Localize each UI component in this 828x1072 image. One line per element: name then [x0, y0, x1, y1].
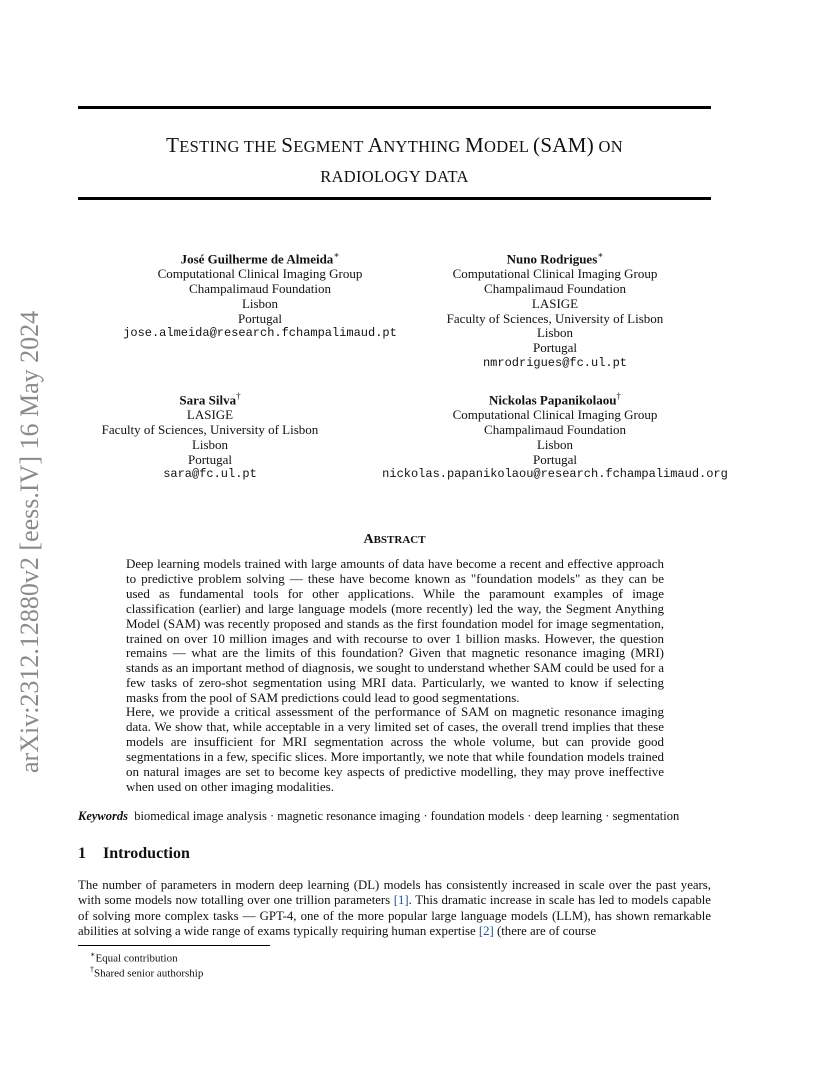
author-block-papanikolaou: [330, 389, 780, 482]
abstract-paragraph: Deep learning models trained with large amounts of data have become a recent and effective approach to predictive problem solving — these have become known as "foundation models" as they can be used as fundamental tools for other applications. While the paramount examples of image classification (earlier) and large language models (more recently) led the way, the Segment Anything Model (SAM) was recently proposed and stands as the first foundation model for image segmentation, trained on over 10 million images and with recourse to over 1 billion masks. However, the question remains — what are the limits of this foundation? Given that magnetic resonance imaging (MRI) stands as an important method of diagnosis, we sought to understand whether SAM could be used for a few tasks of zero-shot segmentation using MRI data. Particularly, we wanted to know if selecting masks from the pool of SAM predictions could lead to good segmentations.: [126, 556, 664, 706]
abstract-heading: ABSTRACT: [363, 532, 426, 547]
citation-link[interactable]: [2]: [478, 924, 494, 939]
author-name: Nuno Rodrigues∗: [506, 250, 604, 267]
footnote-rule: [78, 945, 270, 946]
section-number: 1: [78, 845, 86, 862]
footnote: ∗Equal contribution: [90, 950, 178, 965]
footnote: †Shared senior authorship: [90, 965, 204, 980]
affiliation-line: LASIGE: [531, 295, 579, 311]
affiliation-line: Faculty of Sciences, University of Lisbon: [446, 310, 664, 326]
title-bottom-rule: [78, 197, 711, 200]
intro-paragraph: The number of parameters in modern deep learning (DL) models has consistently increased in scale over the past years, with some models now totalling over one trillion parameters [1]. This dramatic increase in scale has led to models capable of solving more complex tasks — GPT-4, one of the more popular large language models (LLM), has shown remarkable abilities at solving a wide range of exams typically requiring human expertise [2] (there are of course: [78, 878, 711, 939]
paper-title: [78, 131, 711, 191]
affiliation-line: Computational Clinical Imaging Group: [452, 407, 658, 423]
affiliation-line: Portugal: [237, 310, 283, 326]
author-email[interactable]: nmrodrigues@fc.ul.pt: [482, 355, 628, 370]
author-block-rodrigues: [405, 248, 705, 371]
affiliation-line: Champalimaud Foundation: [189, 280, 331, 296]
title-line-1: TESTING THE SEGMENT ANYTHING MODEL (SAM) ON: [166, 133, 623, 157]
affiliation-line: Computational Clinical Imaging Group: [452, 266, 658, 282]
abstract-paragraph: Here, we provide a critical assessment of the performance of SAM on magnetic resonance imaging data. We show that, while acceptable in a very limited set of cases, the overall trend implies that these models are insufficient for MRI segmentation across the whole volume, but can provide good segmentations in a few, specific slices. More importantly, we note that while foundation models trained on natural images are set to become key aspects of predictive modelling, they may prove ineffective when used on other imaging modalities.: [126, 704, 664, 794]
affiliation-line: Champalimaud Foundation: [484, 280, 626, 296]
title-line-2: RADIOLOGY DATA: [320, 167, 469, 186]
citation-link[interactable]: [1]: [393, 893, 409, 908]
affiliation-line: Lisbon: [536, 436, 574, 452]
author-block-almeida: [110, 248, 410, 341]
author-name: Sara Silva†: [179, 391, 241, 408]
keywords-text: biomedical image analysis · magnetic resonance imaging · foundation models · deep learning · segmentation: [134, 809, 680, 823]
keywords-line: [78, 809, 718, 824]
author-name: José Guilherme de Almeida∗: [180, 250, 340, 267]
affiliation-line: Lisbon: [191, 436, 229, 452]
section-title: Introduction: [103, 845, 190, 862]
author-name: Nickolas Papanikolaou†: [488, 391, 621, 408]
author-email[interactable]: nickolas.papanikolaou@research.fchampalimaud.org: [382, 467, 728, 482]
affiliation-line: Champalimaud Foundation: [484, 421, 626, 437]
affiliation-line: Portugal: [532, 340, 578, 356]
author-email[interactable]: sara@fc.ul.pt: [163, 467, 257, 482]
affiliation-line: Faculty of Sciences, University of Lisbon: [101, 421, 319, 437]
affiliation-line: Portugal: [532, 451, 578, 467]
arxiv-identifier-stamp: arXiv:2312.12880v2 [eess.IV] 16 May 2024: [15, 310, 44, 773]
affiliation-line: LASIGE: [186, 407, 234, 423]
keywords-label: Keywords: [78, 809, 128, 823]
affiliation-line: Computational Clinical Imaging Group: [157, 266, 363, 282]
title-top-rule: [78, 106, 711, 109]
author-block-silva: [60, 389, 360, 482]
affiliation-line: Lisbon: [536, 325, 574, 341]
affiliation-line: Portugal: [187, 451, 233, 467]
author-email[interactable]: jose.almeida@research.fchampalimaud.pt: [123, 326, 397, 341]
affiliation-line: Lisbon: [241, 295, 279, 311]
section-heading: [78, 845, 190, 863]
